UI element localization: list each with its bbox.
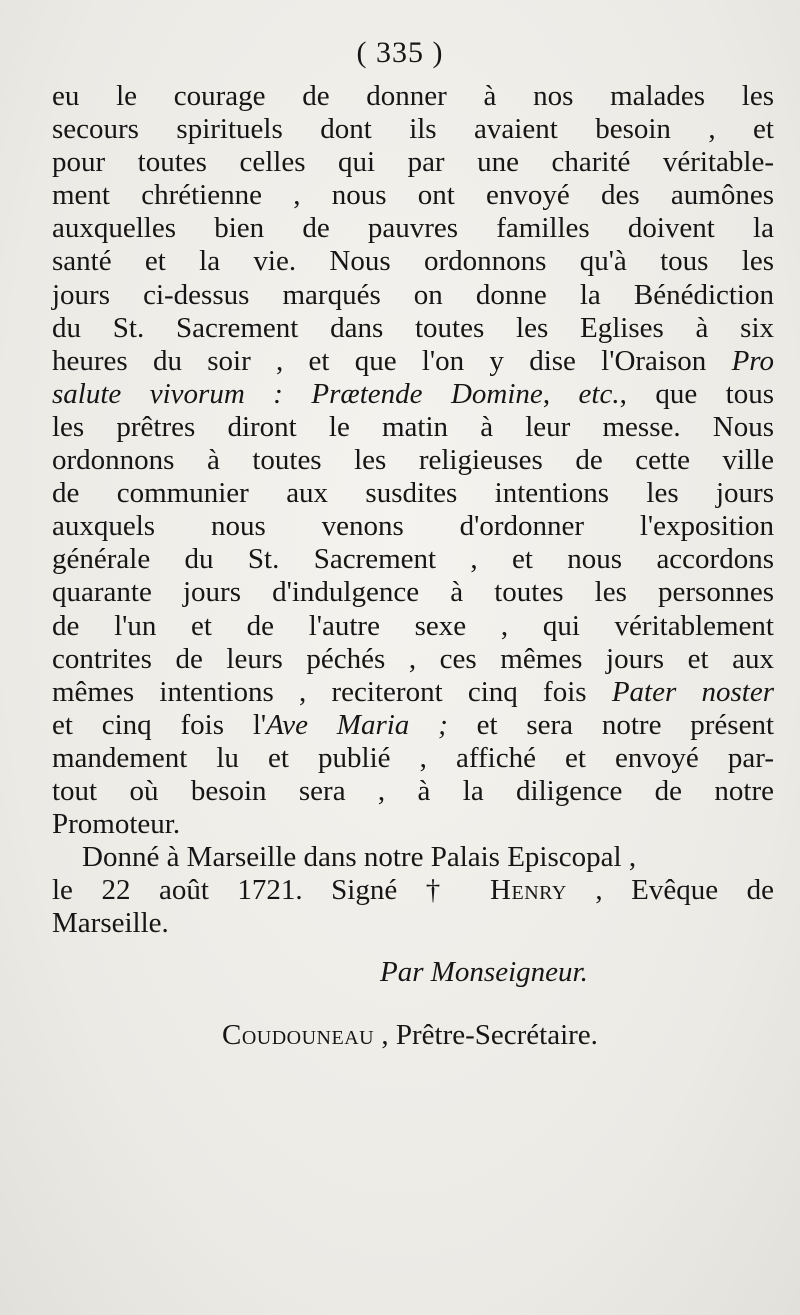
text-run: ,: [542, 377, 579, 410]
text-line: [52, 841, 774, 874]
secretary-name: Coudouneau: [222, 1019, 375, 1051]
text-run: heures du soir , et que l'on y dise l'Oraison: [52, 344, 732, 377]
text-run: et cinq fois l': [52, 708, 267, 741]
text-run: auxquelles bien de pauvres familles doivent la: [52, 212, 774, 245]
signature-by-line: Par Monseigneur.: [380, 956, 588, 988]
text-run: ordonnons à toutes les religieuses de cette ville: [52, 444, 774, 477]
text-run: de communier aux susdites intentions les jours: [52, 477, 774, 510]
text-line: [52, 643, 774, 676]
text-line: [52, 510, 774, 543]
secretary-title: , Prêtre-Secrétaire.: [374, 1019, 598, 1051]
text-run: etc.: [578, 377, 620, 410]
body-text: [52, 80, 774, 940]
text-line: [52, 80, 774, 113]
text-line: [52, 676, 774, 709]
text-line: [52, 113, 774, 146]
text-run: Promoteur.: [52, 808, 181, 841]
text-run: quarante jours d'indulgence à toutes les personnes: [52, 576, 774, 609]
text-line: [52, 874, 774, 907]
text-line: [52, 212, 774, 245]
text-line: [52, 610, 774, 643]
text-line: [52, 477, 774, 510]
text-run: le 22 août 1721. Signé †: [52, 874, 491, 907]
text-run: Pro: [731, 344, 774, 377]
text-run: , que tous: [619, 377, 775, 410]
text-run: salute vivorum : Prætende Domine: [52, 377, 543, 410]
text-line: [52, 808, 774, 841]
text-run: , Evêque de: [566, 874, 774, 907]
text-line: [52, 576, 774, 609]
text-run: eu le courage de donner à nos malades les: [52, 80, 774, 112]
text-line: [52, 312, 774, 345]
text-run: secours spirituels dont ils avaient besoin , et: [52, 113, 774, 146]
text-line: [52, 146, 774, 179]
text-run: pour toutes celles qui par une charité véritable-: [52, 146, 774, 179]
text-line: [52, 444, 774, 477]
text-line: [52, 245, 774, 278]
text-run: tout où besoin sera , à la diligence de notre: [52, 774, 774, 807]
signature-secretary-line: [222, 1019, 598, 1052]
text-line: [52, 907, 774, 940]
text-run: Donné à Marseille dans notre Palais Episcopal ,: [82, 841, 637, 874]
text-run: jours ci-dessus marqués on donne la Bénédiction: [52, 278, 774, 311]
text-line: [52, 742, 774, 775]
page-number: ( 335 ): [356, 36, 444, 69]
text-run: Marseille.: [52, 907, 169, 940]
text-line: [52, 709, 774, 742]
text-line: [52, 179, 774, 212]
text-line: [52, 378, 774, 411]
text-run: Ave Maria ;: [266, 708, 448, 741]
text-run: contrites de leurs péchés , ces mêmes jours et aux: [52, 642, 774, 675]
text-run: et sera notre présent: [447, 708, 775, 741]
text-line: [52, 775, 774, 808]
text-run: Pater noster: [611, 675, 774, 708]
text-run: de l'un et de l'autre sexe , qui véritablement: [52, 609, 774, 642]
text-run: Henry: [490, 874, 567, 907]
text-line: [52, 543, 774, 576]
text-line: [52, 345, 774, 378]
text-run: mandement lu et publié , affiché et envoyé par-: [52, 741, 774, 774]
text-line: [52, 411, 774, 444]
text-run: santé et la vie. Nous ordonnons qu'à tous les: [52, 245, 774, 278]
text-run: générale du St. Sacrement , et nous accordons: [52, 543, 774, 576]
text-run: les prêtres diront le matin à leur messe. Nous: [52, 410, 774, 443]
text-line: [52, 279, 774, 312]
text-run: auxquels nous venons d'ordonner l'exposition: [52, 510, 774, 543]
text-run: mêmes intentions , reciteront cinq fois: [52, 675, 612, 708]
text-run: ment chrétienne , nous ont envoyé des aumônes: [52, 179, 774, 212]
text-run: du St. Sacrement dans toutes les Eglises à six: [52, 311, 774, 344]
